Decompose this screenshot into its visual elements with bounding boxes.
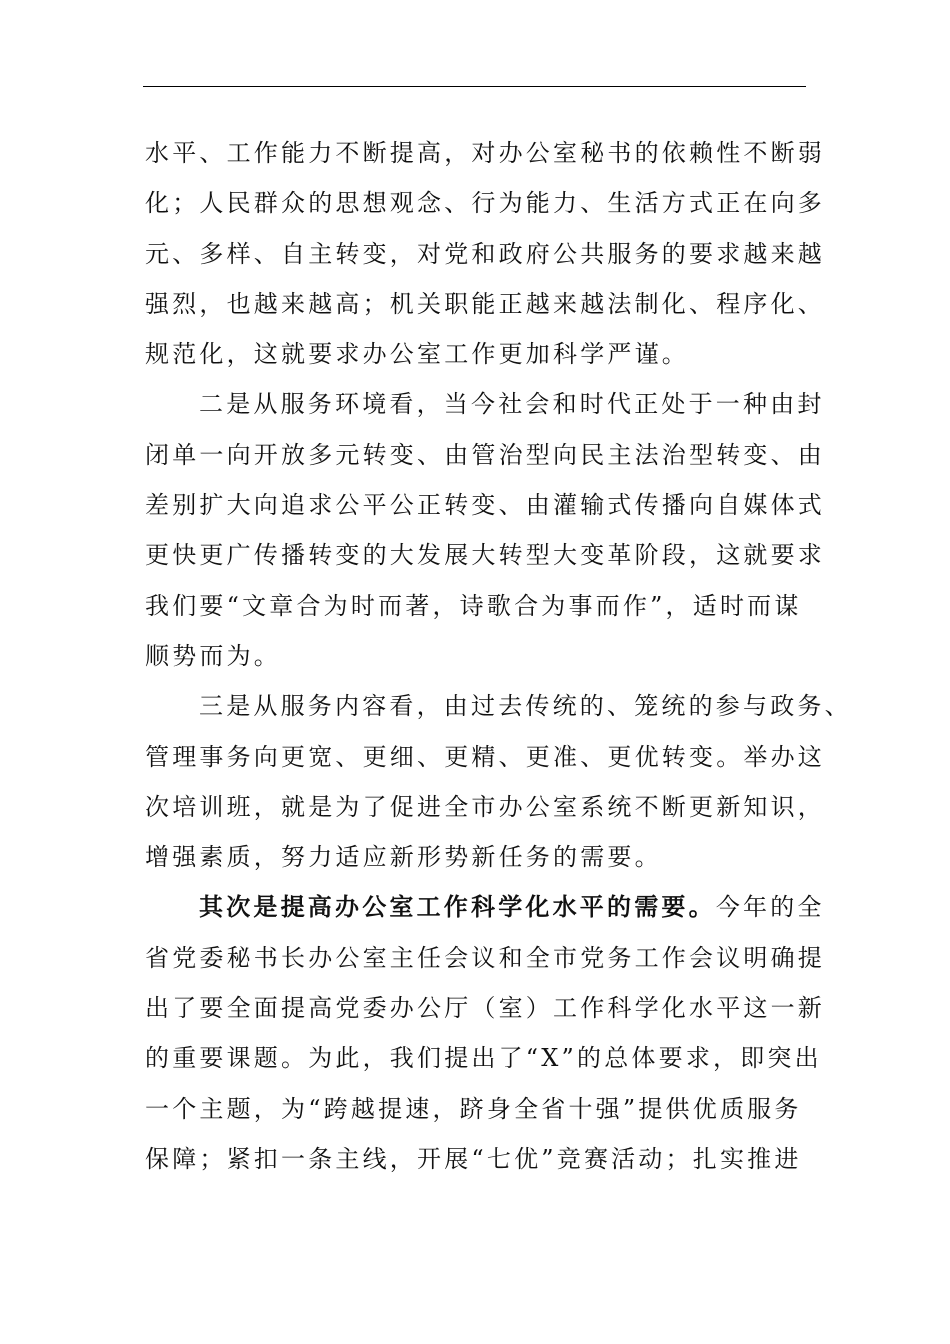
header-rule — [143, 86, 806, 87]
text-line: 更快更广传播转变的大发展大转型大变革阶段，这就要求 — [145, 541, 825, 570]
paragraph-2 — [145, 379, 825, 681]
text-line: 顺势而为。 — [145, 641, 281, 670]
text-line: 二是从服务环境看，当今社会和时代正处于一种由封 — [199, 390, 825, 419]
text-line: 差别扩大向追求公平公正转变、由灌输式传播向自媒体式 — [145, 491, 825, 520]
text-line: 化；人民群众的思想观念、行为能力、生活方式正在向多 — [145, 189, 825, 218]
text-line: 三是从服务内容看，由过去传统的、笼统的参与政务、 — [199, 692, 852, 721]
text-line-rest: 今年的全 — [715, 893, 825, 922]
text-line: 强烈，也越来越高；机关职能正越来越法制化、程序化、 — [145, 289, 825, 318]
text-line: 闭单一向开放多元转变、由管治型向民主法治型转变、由 — [145, 440, 825, 469]
text-line: 一个主题，为“跨越提速，跻身全省十强”提供优质服务 — [145, 1094, 802, 1123]
text-line: 的重要课题。为此，我们提出了“X”的总体要求，即突出 — [145, 1044, 822, 1073]
text-line — [145, 882, 825, 932]
text-line: 元、多样、自主转变，对党和政府公共服务的要求越来越 — [145, 239, 825, 268]
text-line: 保障；紧扣一条主线，开展“七优”竞赛活动；扎实推进 — [145, 1144, 802, 1173]
paragraph-3 — [145, 681, 852, 882]
text-line: 次培训班，就是为了促进全市办公室系统不断更新知识， — [145, 792, 825, 821]
text-line: 管理事务向更宽、更细、更精、更准、更优转变。举办这 — [145, 742, 825, 771]
paragraph-4 — [145, 882, 825, 1184]
text-line: 水平、工作能力不断提高，对办公室秘书的依赖性不断弱 — [145, 139, 825, 167]
text-line: 省党委秘书长办公室主任会议和全市党务工作会议明确提 — [145, 943, 825, 972]
text-line: 规范化，这就要求办公室工作更加科学严谨。 — [145, 340, 689, 369]
text-line: 出了要全面提高党委办公厅（室）工作科学化水平这一新 — [145, 994, 825, 1023]
text-line: 增强素质，努力适应新形势新任务的需要。 — [145, 843, 662, 872]
paragraph-lead-bold: 其次是提高办公室工作科学化水平的需要。 — [199, 892, 716, 922]
text-line: 我们要“文章合为时而著，诗歌合为事而作”，适时而谋 — [145, 591, 802, 620]
document-body — [145, 128, 852, 1184]
paragraph-1 — [145, 128, 825, 379]
